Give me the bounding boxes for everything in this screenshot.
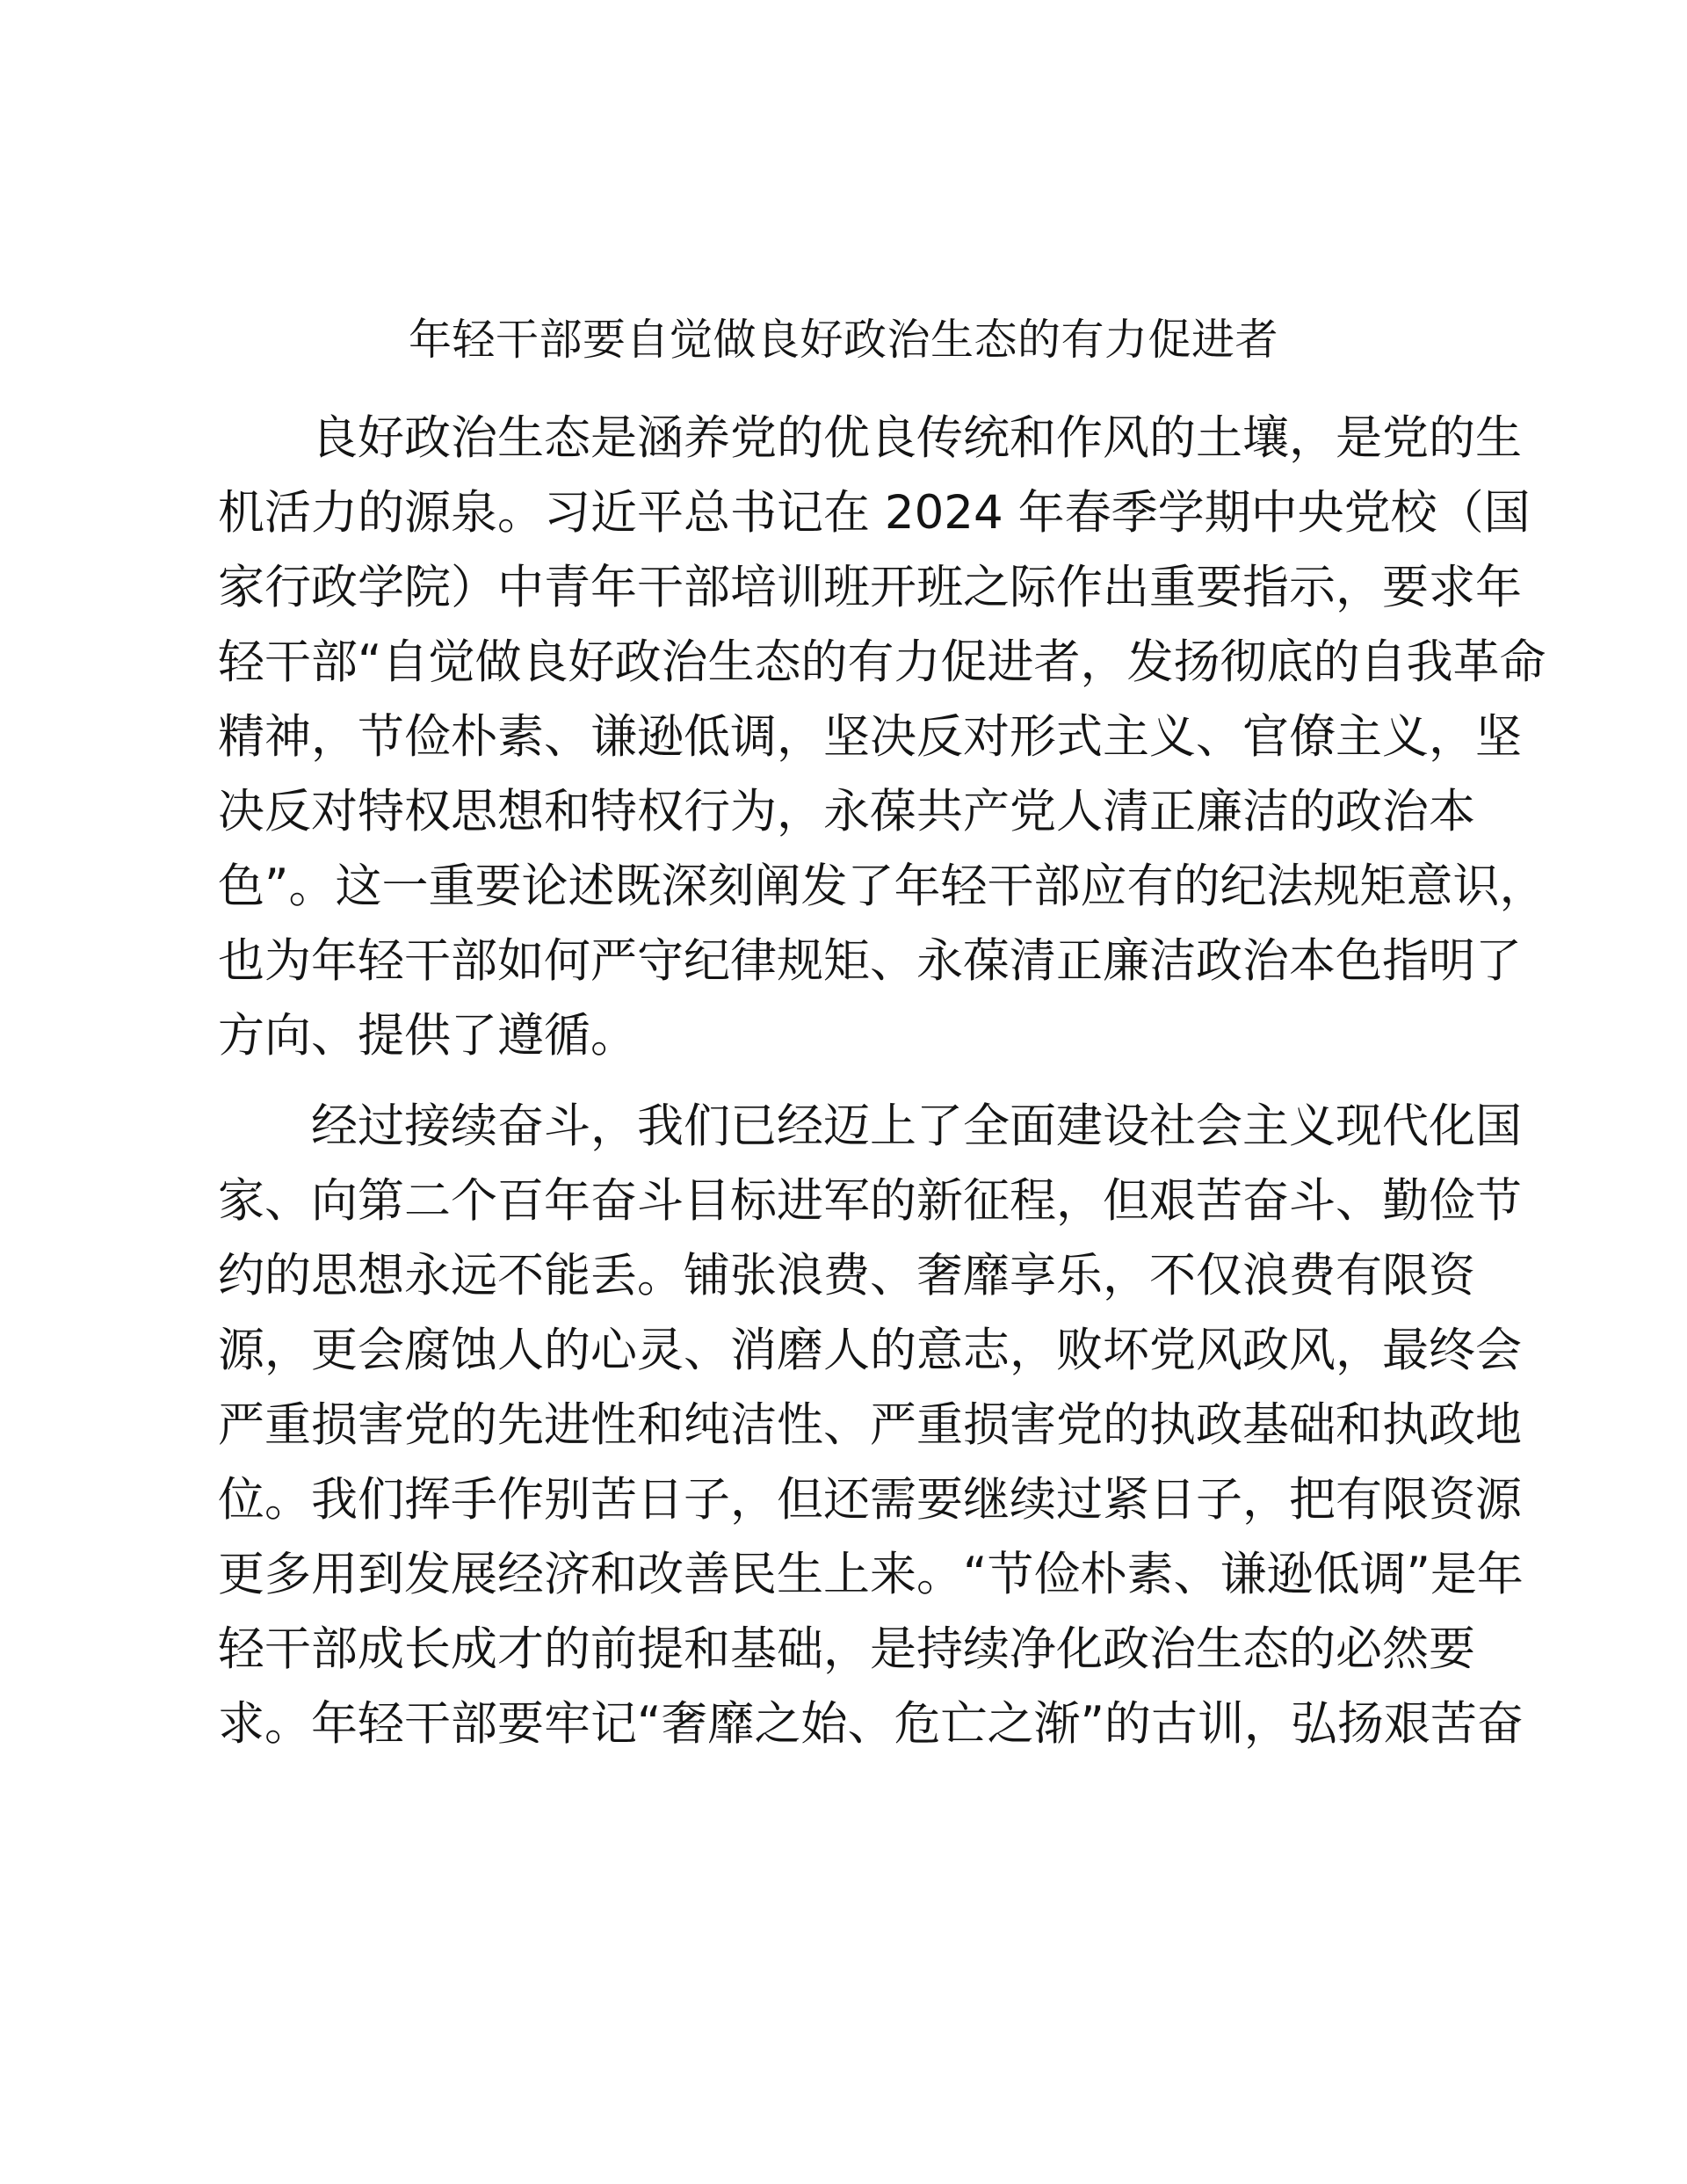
text-line: 家、向第二个百年奋斗目标进军的新征程，但艰苦奋斗、勤俭节: [218, 1174, 1522, 1228]
document-body: [218, 401, 1546, 1777]
text-line: 方向、提供了遵循。: [218, 1009, 637, 1063]
text-line: 源，更会腐蚀人的心灵、消磨人的意志，败坏党风政风，最终会: [218, 1324, 1522, 1377]
text-line: 精神，节俭朴素、谦逊低调，坚决反对形式主义、官僚主义，坚: [218, 710, 1522, 764]
text-line: 良好政治生态是涵养党的优良传统和作风的土壤，是党的生: [311, 411, 1522, 465]
text-line: 色”。这一重要论述既深刻阐发了年轻干部应有的纪法规矩意识，: [218, 860, 1546, 913]
text-line: 机活力的源泉。习近平总书记在 2024 年春季学期中央党校（国: [218, 486, 1531, 540]
paragraph-1: [218, 401, 1546, 1073]
text-line: 严重损害党的先进性和纯洁性、严重损害党的执政基础和执政地: [218, 1398, 1522, 1452]
paragraph-2: [218, 1089, 1524, 1761]
text-line: 也为年轻干部如何严守纪律规矩、永葆清正廉洁政治本色指明了: [218, 934, 1522, 988]
text-line: 经过接续奋斗，我们已经迈上了全面建设社会主义现代化国: [311, 1099, 1522, 1153]
document-title: 年轻干部要自觉做良好政治生态的有力促进者: [408, 315, 1278, 365]
text-line: 位。我们挥手作别苦日子，但还需要继续过紧日子，把有限资源: [218, 1473, 1522, 1527]
text-line: 求。年轻干部要牢记“奢靡之始、危亡之渐”的古训，弘扬艰苦奋: [218, 1697, 1524, 1751]
text-line: 约的思想永远不能丢。铺张浪费、奢靡享乐，不仅浪费有限资: [218, 1249, 1475, 1302]
text-line: 轻干部“自觉做良好政治生态的有力促进者，发扬彻底的自我革命: [218, 635, 1546, 689]
text-line: 轻干部成长成才的前提和基础，是持续净化政治生态的必然要: [218, 1622, 1475, 1676]
text-line: 决反对特权思想和特权行为，永葆共产党人清正廉洁的政治本: [218, 785, 1475, 838]
text-line: 更多用到发展经济和改善民生上来。“节俭朴素、谦逊低调”是年: [218, 1548, 1524, 1601]
text-line: 家行政学院）中青年干部培训班开班之际作出重要指示，要求年: [218, 561, 1522, 614]
